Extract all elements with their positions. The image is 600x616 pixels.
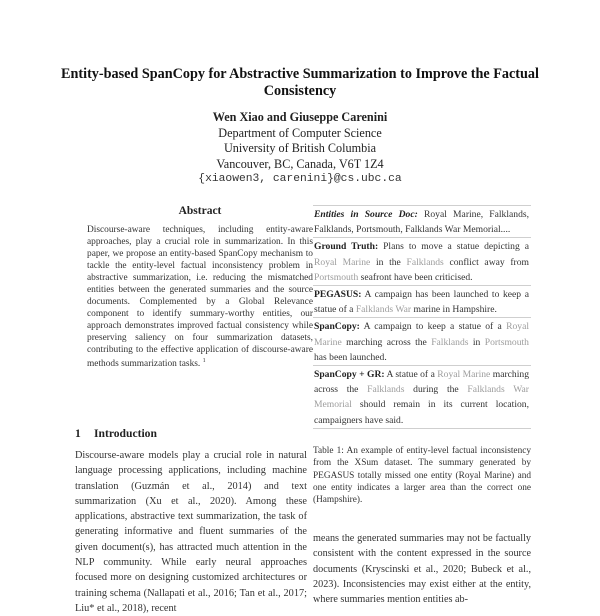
paper-title: Entity-based SpanCopy for Abstractive Summarization to Improve the Factual Consistency <box>61 66 539 99</box>
entity-mention: Falklands War Memorial <box>314 384 529 411</box>
section-title: Introduction <box>94 427 157 440</box>
example-text: Royal Marine, Falklands, Falklands, Portsmouth, Falklands War Memorial.... <box>314 209 529 236</box>
author-email: {xiaowen3, carenini}@cs.ubc.ca <box>198 173 402 185</box>
example-box <box>313 205 531 238</box>
entity-mention: Portsmouth <box>314 271 359 283</box>
example-text: marching across the <box>314 369 529 396</box>
introduction-text: Discourse-aware models play a crucial role in natural language processing applications, including machine translation (Guzmán et al., 2014) and text summarization (Xu et al., 2020). Among these applications, abstractive text summarization, the task of generating informative and fluent summaries of the given document(s), has attracted much attention in the NLP community. While early neural approaches focused more on designing customized architectures or training schema (Nallapati et al., 2016; Tan et al., 2017; Liu* et al., 2018), recent <box>75 450 307 614</box>
entity-mention: Royal Marine <box>314 321 529 348</box>
author-location: Vancouver, BC, Canada, V6T 1Z4 <box>216 156 384 171</box>
entity-mention: Falklands <box>431 336 469 348</box>
example-text: A statue of a <box>384 369 438 381</box>
example-table <box>313 205 531 429</box>
author-block <box>40 110 560 188</box>
author-university: University of British Columbia <box>224 141 376 155</box>
right-column-text: means the generated summaries may not be factually consistent with the content expressed in the source documents (Kryscinski et al., 2020; Bubeck et al., 2023). Inconsistencies may exist either at the entity, where summaries mention entities ab- <box>313 533 531 606</box>
abstract-heading: Abstract <box>178 205 222 217</box>
entity-mention: Falklands <box>367 384 405 396</box>
example-label: SpanCopy: <box>314 321 360 333</box>
abstract-body: Discourse-aware techniques, including entity-aware approaches, play a crucial role in summarization. In this paper, we propose an entity-based SpanCopy mechanism to tackle the entity-level factual inconsistency problem in abstractive summarization, i.e. reducing the mismatched entities between the generated summaries and the source documents. Complemented by a Global Relevance component to identify summary-worthy entities, our approach demonstrates improved factual consistency while preserving saliency on four summarization datasets, contributing to the effective application of discourse-aware methods summarization tasks. <box>87 225 313 370</box>
example-text: should remain in its current location, campaigners have said. <box>314 399 529 426</box>
author-names: Wen Xiao and Giuseppe Carenini <box>212 110 388 124</box>
example-text: seafront have been criticised. <box>358 271 473 283</box>
entity-mention: Royal Marine <box>437 369 491 381</box>
example-text: marching across the <box>341 336 432 348</box>
abstract-text <box>87 225 313 372</box>
entity-mention: Portsmouth <box>484 336 529 348</box>
entity-mention: Falklands War <box>355 304 412 316</box>
example-label: SpanCopy + GR: <box>314 369 385 381</box>
example-box <box>313 238 531 286</box>
example-text: marine in Hampshire. <box>411 304 497 316</box>
example-text: in the <box>370 256 407 268</box>
entity-mention: Royal Marine <box>314 256 371 268</box>
entity-mention: Falklands <box>406 256 444 268</box>
example-label: Ground Truth: <box>314 241 379 253</box>
example-box <box>313 286 531 318</box>
example-text: conflict away from <box>443 256 529 268</box>
example-text: during the <box>404 384 468 396</box>
example-box <box>313 318 531 366</box>
example-text: Plans to move a statue depicting a <box>378 241 529 253</box>
example-label: PEGASUS: <box>314 289 362 301</box>
example-text: in <box>468 336 485 348</box>
introduction-heading <box>75 427 157 440</box>
table-caption: Table 1: An example of entity-level factual inconsistency from the XSum dataset. The summary generated by PEGASUS totally missed one entity (Royal Marine) and one entity indicates a larger area than the correct one (Hampshire). <box>313 446 531 506</box>
example-text: A campaign to keep a statue of a <box>359 321 507 333</box>
example-text: A campaign has been launched to keep a statue of a <box>314 289 529 316</box>
abstract-footnote-mark: 1 <box>202 358 206 365</box>
section-number: 1 <box>75 427 81 440</box>
example-text: has been launched. <box>314 351 387 363</box>
example-label: Entities in Source Doc: <box>314 209 418 220</box>
example-box <box>313 366 531 429</box>
author-department: Department of Computer Science <box>218 125 382 140</box>
